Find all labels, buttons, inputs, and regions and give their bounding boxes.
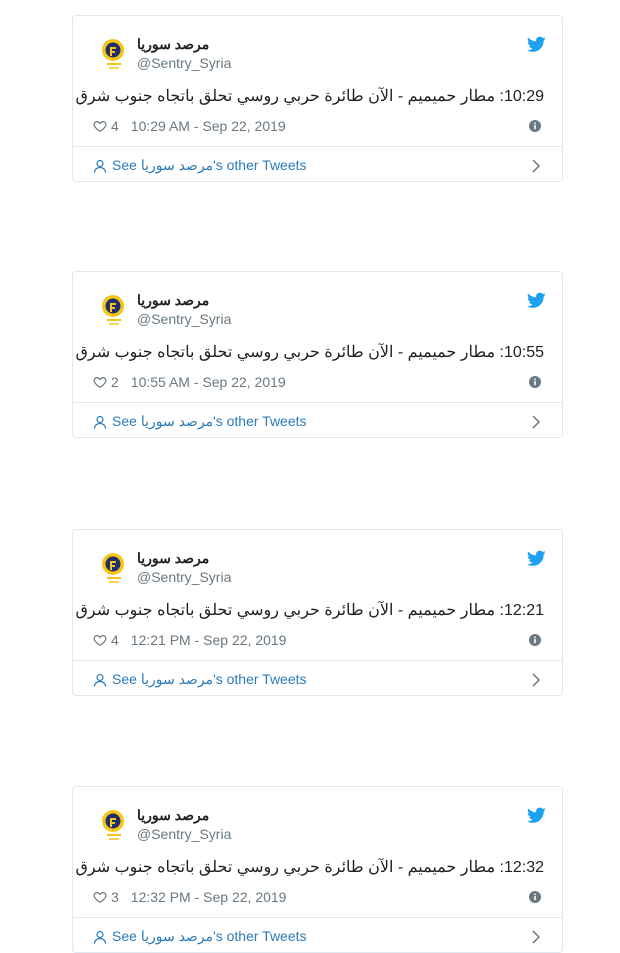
tweet-card — [72, 15, 563, 182]
tweet-text: 12:21: مطار حميميم - الآن طائرة حربي روسي تحلق باتجاه جنوب شرق — [75, 602, 544, 619]
display-name[interactable]: مرصد سوريا — [137, 550, 210, 566]
user-icon — [93, 930, 107, 944]
twitter-bird-icon[interactable] — [527, 550, 546, 567]
tweet-text: 10:29: مطار حميميم - الآن طائرة حربي روسي تحلق باتجاه جنوب شرق — [75, 88, 544, 105]
twitter-bird-icon[interactable] — [527, 807, 546, 824]
like-count[interactable]: 4 — [111, 632, 119, 648]
avatar[interactable] — [97, 36, 133, 72]
like-count[interactable]: 4 — [111, 118, 119, 134]
tweet-timestamp[interactable]: 12:32 PM - Sep 22, 2019 — [130, 889, 287, 905]
chevron-right-icon[interactable] — [531, 673, 541, 687]
heart-icon[interactable] — [93, 890, 107, 904]
divider — [73, 402, 562, 403]
tweet-timestamp[interactable]: 10:29 AM - Sep 22, 2019 — [130, 118, 286, 134]
see-other-tweets-label[interactable]: See مرصد سوريا's other Tweets — [112, 671, 307, 687]
see-other-tweets-link[interactable] — [93, 157, 307, 174]
divider — [73, 660, 562, 661]
tweet-meta — [93, 631, 286, 649]
see-other-tweets-label[interactable]: See مرصد سوريا's other Tweets — [112, 157, 307, 173]
user-icon — [93, 159, 107, 173]
see-other-tweets-link[interactable] — [93, 413, 307, 430]
divider — [73, 917, 562, 918]
like-count[interactable]: 3 — [111, 889, 119, 905]
see-other-tweets-label[interactable]: See مرصد سوريا's other Tweets — [112, 928, 307, 944]
like-count[interactable]: 2 — [111, 374, 119, 390]
chevron-right-icon[interactable] — [531, 159, 541, 173]
tweet-timestamp[interactable]: 12:21 PM - Sep 22, 2019 — [130, 632, 287, 648]
heart-icon[interactable] — [93, 375, 107, 389]
avatar[interactable] — [97, 292, 133, 328]
tweet-timestamp[interactable]: 10:55 AM - Sep 22, 2019 — [130, 374, 286, 390]
avatar[interactable] — [97, 807, 133, 843]
user-icon — [93, 673, 107, 687]
user-handle[interactable]: @Sentry_Syria — [137, 826, 232, 842]
chevron-right-icon[interactable] — [531, 930, 541, 944]
user-handle[interactable]: @Sentry_Syria — [137, 311, 232, 327]
display-name[interactable]: مرصد سوريا — [137, 36, 210, 52]
twitter-bird-icon[interactable] — [527, 292, 546, 309]
chevron-right-icon[interactable] — [531, 415, 541, 429]
tweet-meta — [93, 117, 286, 135]
heart-icon[interactable] — [93, 633, 107, 647]
info-icon[interactable] — [529, 120, 541, 132]
tweet-card — [72, 271, 563, 438]
display-name[interactable]: مرصد سوريا — [137, 292, 210, 308]
divider — [73, 146, 562, 147]
display-name[interactable]: مرصد سوريا — [137, 807, 210, 823]
user-icon — [93, 415, 107, 429]
tweet-text: 10:55: مطار حميميم - الآن طائرة حربي روسي تحلق باتجاه جنوب شرق — [75, 344, 544, 361]
heart-icon[interactable] — [93, 119, 107, 133]
info-icon[interactable] — [529, 634, 541, 646]
tweet-card — [72, 529, 563, 696]
avatar[interactable] — [97, 550, 133, 586]
user-handle[interactable]: @Sentry_Syria — [137, 569, 232, 585]
see-other-tweets-label[interactable]: See مرصد سوريا's other Tweets — [112, 413, 307, 429]
info-icon[interactable] — [529, 891, 541, 903]
tweet-card — [72, 786, 563, 953]
info-icon[interactable] — [529, 376, 541, 388]
user-handle[interactable]: @Sentry_Syria — [137, 55, 232, 71]
twitter-bird-icon[interactable] — [527, 36, 546, 53]
see-other-tweets-link[interactable] — [93, 671, 307, 688]
tweet-text: 12:32: مطار حميميم - الآن طائرة حربي روسي تحلق باتجاه جنوب شرق — [75, 859, 544, 876]
tweet-meta — [93, 888, 286, 906]
tweet-meta — [93, 373, 286, 391]
see-other-tweets-link[interactable] — [93, 928, 307, 945]
